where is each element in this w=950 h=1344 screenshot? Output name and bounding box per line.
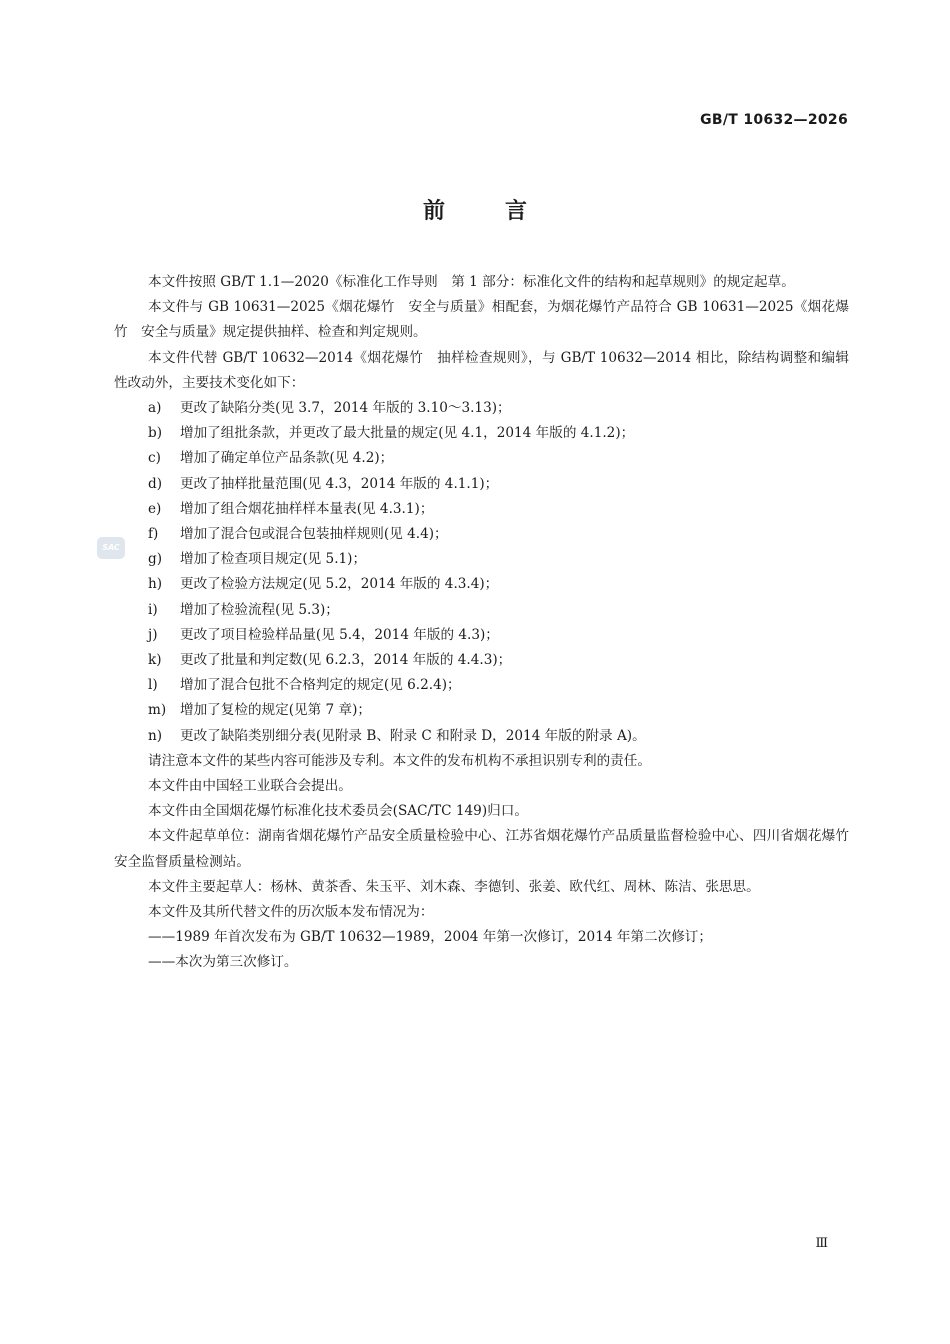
list-item [114, 396, 849, 421]
history-item: ——1989 年首次发布为 GB/T 10632—1989，2004 年第一次修订，2014 年第二次修订； [148, 929, 712, 946]
list-item-text: 增加了混合包或混合包装抽样规则(见 4.4)； [180, 526, 448, 543]
paragraph-committee: 本文件由全国烟花爆竹标准化技术委员会(SAC/TC 149)归口。 [148, 803, 528, 820]
paragraph-drafting-units: 本文件起草单位：湖南省烟花爆竹产品安全质量检验中心、江苏省烟花爆竹产品质量监督检验中心、四川省烟花爆竹安全监督质量检测站。 [114, 828, 849, 870]
list-item-text: 增加了组批条款，并更改了最大批量的规定(见 4.1，2014 年版的 4.1.2)； [180, 425, 635, 442]
list-item [114, 446, 849, 471]
list-item-text: 增加了确定单位产品条款(见 4.2)； [180, 450, 394, 467]
list-item-text: 更改了抽样批量范围(见 4.3，2014 年版的 4.1.1)； [180, 475, 499, 492]
paragraph-patent-notice: 请注意本文件的某些内容可能涉及专利。本文件的发布机构不承担识别专利的责任。 [148, 752, 651, 769]
list-item-text: 更改了检验方法规定(见 5.2，2014 年版的 4.3.4)； [180, 576, 499, 593]
list-item-text: 更改了缺陷分类(见 3.7，2014 年版的 3.10～3.13)； [180, 400, 511, 417]
list-marker: i) [148, 601, 158, 618]
list-item [114, 472, 849, 497]
list-item [114, 421, 849, 446]
page-number: Ⅲ [815, 1236, 828, 1251]
paragraph-drafting-rules: 本文件按照 GB/T 1.1—2020《标准化工作导则 第 1 部分：标准化文件的结构和起草规则》的规定起草。 [148, 274, 795, 290]
list-item [114, 598, 849, 623]
paragraph-replacement: 本文件代替 GB/T 10632—2014《烟花爆竹 抽样检查规则》，与 GB/T 10632—2014 相比，除结构调整和编辑性改动外，主要技术变化如下： [114, 349, 849, 391]
standard-code: GB/T 10632—2026 [700, 112, 848, 128]
title-char-1: 前 [422, 199, 445, 224]
list-item-text: 更改了缺陷类别细分表(见附录 B、附录 C 和附录 D，2014 年版的附录 A)。 [180, 727, 646, 744]
list-item [114, 724, 849, 749]
list-item [114, 547, 849, 572]
sac-watermark-logo: SAC [97, 537, 125, 559]
list-item-text: 增加了复检的规定(见第 7 章)； [180, 702, 372, 719]
list-marker: a) [148, 400, 162, 417]
list-marker: l) [148, 677, 158, 694]
paragraph-proposer: 本文件由中国轻工业联合会提出。 [148, 778, 352, 795]
list-marker: d) [148, 475, 163, 492]
list-marker: f) [148, 526, 159, 543]
list-marker: b) [148, 425, 163, 442]
technical-changes-list [114, 396, 849, 749]
foreword-body [114, 270, 849, 976]
list-marker: j) [148, 626, 158, 643]
list-marker: g) [148, 551, 163, 568]
list-item [114, 497, 849, 522]
list-item-text: 增加了检验流程(见 5.3)； [180, 601, 339, 618]
list-item-text: 增加了检查项目规定(见 5.1)； [180, 551, 367, 568]
list-marker: k) [148, 652, 162, 669]
paragraph-drafters: 本文件主要起草人：杨林、黄茶香、朱玉平、刘木森、李德钊、张姜、欧代红、周林、陈洁、张思思。 [148, 878, 760, 895]
list-item-text: 增加了组合烟花抽样样本量表(见 4.3.1)； [180, 500, 434, 517]
list-marker: n) [148, 727, 163, 744]
list-marker: m) [148, 702, 167, 719]
page-title [0, 194, 950, 225]
list-marker: e) [148, 500, 162, 517]
history-item: ——本次为第三次修订。 [148, 954, 298, 971]
list-item [114, 698, 849, 723]
list-item [114, 522, 849, 547]
list-item [114, 572, 849, 597]
paragraph-companion-standard: 本文件与 GB 10631—2025《烟花爆竹 安全与质量》相配套，为烟花爆竹产品符合 GB 10631—2025《烟花爆竹 安全与质量》规定提供抽样、检查和判定规则。 [114, 299, 849, 341]
paragraph-history-intro: 本文件及其所代替文件的历次版本发布情况为： [148, 904, 434, 921]
list-marker: h) [148, 576, 163, 593]
list-item [114, 623, 849, 648]
title-char-2: 言 [505, 199, 528, 224]
list-item-text: 增加了混合包批不合格判定的规定(见 6.2.4)； [180, 677, 461, 694]
list-item [114, 673, 849, 698]
list-item-text: 更改了项目检验样品量(见 5.4，2014 年版的 4.3)； [180, 626, 499, 643]
list-item-text: 更改了批量和判定数(见 6.2.3，2014 年版的 4.4.3)； [180, 652, 512, 669]
list-item [114, 648, 849, 673]
list-marker: c) [148, 450, 161, 467]
